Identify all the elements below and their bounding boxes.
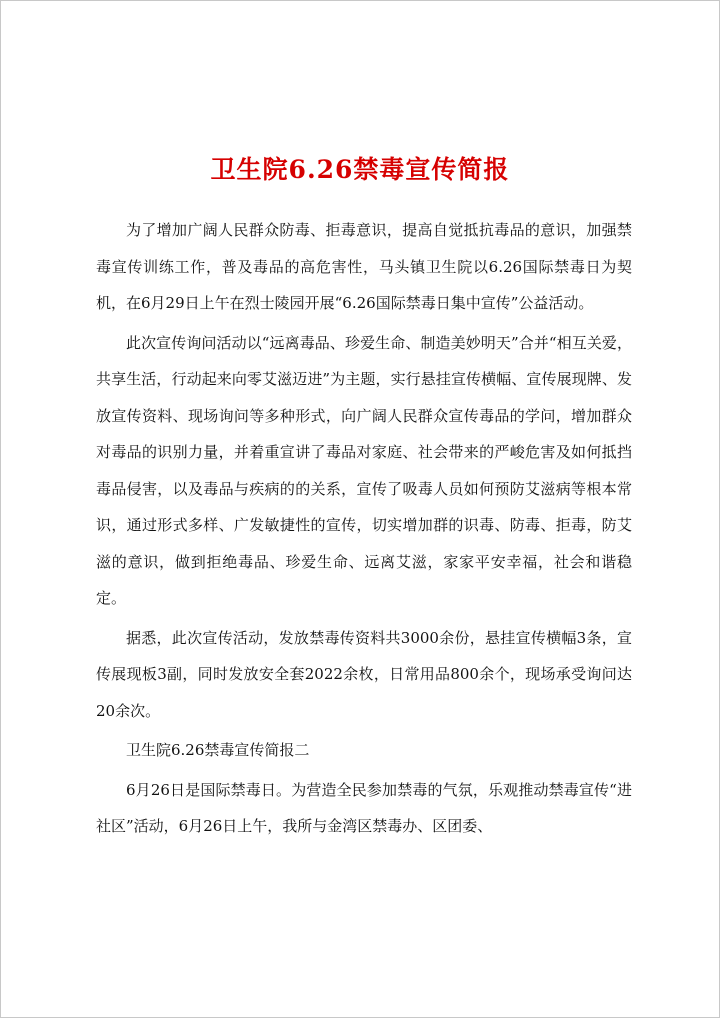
document-title: 卫生院6.26禁毒宣传简报 [210, 155, 510, 184]
paragraph-intro: 为了增加广阔人民群众防毒、拒毒意识，提高自觉抵抗毒品的意识，加强禁毒宣传训练工作，普及毒品的高危害性，马头镇卫生院以6.26国际禁毒日为契机，在6月29日上午在烈士陵园开展“6.26国际禁毒日集中宣传”公益活动。 [96, 221, 632, 312]
paragraph-second-report: 6月26日是国际禁毒日。为营造全民参加禁毒的气氛，乐观推动禁毒宣传“进社区”活动，6月26日上午，我所与金湾区禁毒办、区团委、 [96, 780, 632, 835]
document-body [96, 212, 632, 845]
paragraph-activity: 此次宣传询问活动以“远离毒品、珍爱生命、制造美妙明天”合并“相互关爱，共享生活，行动起来向零艾滋迈进”为主题，实行悬挂宣传横幅、宣传展现牌、发放宣传资料、现场询问等多种形式，向广阔人民群众宣传毒品的学问，增加群众对毒品的识别力量，并着重宣讲了毒品对家庭、社会带来的严峻危害及如何抵挡毒品侵害，以及毒品与疾病的的关系，宣传了吸毒人员如何预防艾滋病等根本常识，通过形式多样、广发敏捷性的宣传，切实增加群的识毒、防毒、拒毒，防艾滋的意识，做到拒绝毒品、珍爱生命、远离艾滋，家家平安幸福，社会和谐稳定。 [96, 333, 632, 607]
paragraph-statistics: 据悉，此次宣传活动，发放禁毒传资料共3000余份，悬挂宣传横幅3条，宣传展现板3副，同时发放安全套2022余枚，日常用品800余个，现场承受询问达20余次。 [96, 628, 632, 720]
section-heading-second-report: 卫生院6.26禁毒宣传简报二 [126, 741, 310, 759]
